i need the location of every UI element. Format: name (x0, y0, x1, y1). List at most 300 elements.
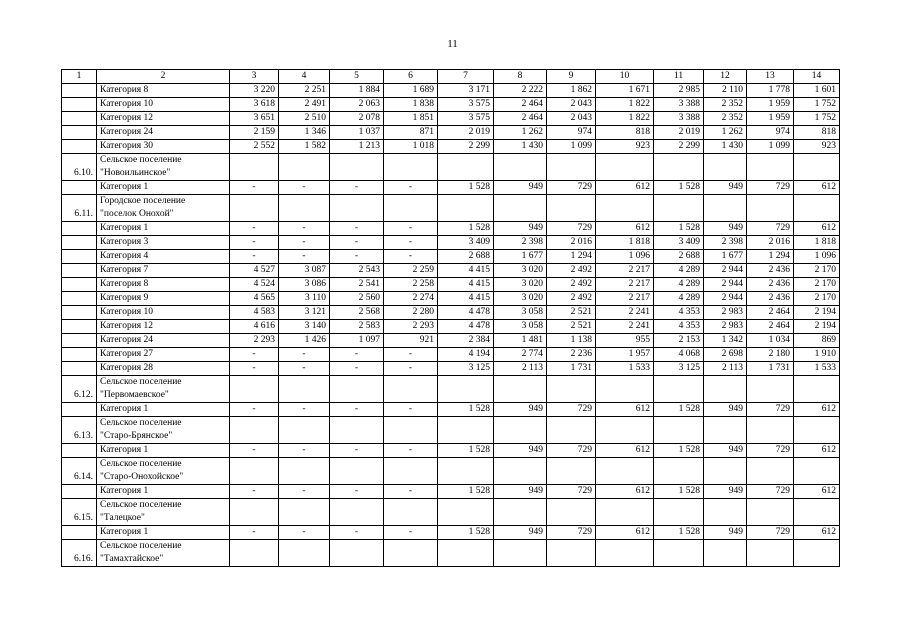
empty-cell (230, 417, 279, 444)
category-name: Категория 7 (97, 264, 230, 278)
value-cell: 2 194 (794, 320, 840, 334)
value-cell: 2 983 (704, 320, 747, 334)
value-cell: 3 058 (494, 306, 547, 320)
value-cell: 949 (704, 181, 747, 195)
value-cell: 2 464 (494, 98, 547, 112)
empty-cell (438, 499, 494, 526)
value-cell: - (279, 403, 330, 417)
value-cell: 1 677 (704, 250, 747, 264)
empty-cell (384, 195, 438, 222)
value-cell: 612 (794, 181, 840, 195)
table-row (62, 403, 840, 417)
value-cell: - (230, 181, 279, 195)
value-cell: 1 752 (794, 98, 840, 112)
value-cell: 2 492 (547, 292, 596, 306)
value-cell: 2 078 (330, 112, 384, 126)
value-cell: - (330, 444, 384, 458)
empty-cell (230, 458, 279, 485)
value-cell: 2 019 (438, 126, 494, 140)
value-cell: 2 552 (230, 140, 279, 154)
category-name: Категория 4 (97, 250, 230, 264)
value-cell: 949 (494, 526, 547, 540)
value-cell: 4 583 (230, 306, 279, 320)
empty-cell (547, 540, 596, 567)
value-cell: 1 533 (794, 362, 840, 376)
value-cell: 2 492 (547, 264, 596, 278)
value-cell: 2 016 (747, 236, 794, 250)
category-name: Категория 12 (97, 112, 230, 126)
table-row (62, 250, 840, 264)
value-cell: 1 677 (494, 250, 547, 264)
value-cell: 949 (704, 403, 747, 417)
value-cell: - (330, 250, 384, 264)
value-cell: 612 (794, 444, 840, 458)
value-cell: - (230, 362, 279, 376)
value-cell: 1 528 (654, 181, 704, 195)
category-name: Категория 30 (97, 140, 230, 154)
row-code (62, 485, 97, 499)
value-cell: 949 (494, 181, 547, 195)
value-cell: 4 194 (438, 348, 494, 362)
column-number-header: 3 (230, 70, 279, 84)
value-cell: 2 944 (704, 278, 747, 292)
empty-cell (547, 499, 596, 526)
column-number-header: 7 (438, 70, 494, 84)
value-cell: 1 096 (794, 250, 840, 264)
value-cell: 1 822 (596, 112, 654, 126)
value-cell: 2 159 (230, 126, 279, 140)
section-code: 6.16. (62, 540, 97, 567)
value-cell: - (384, 348, 438, 362)
value-cell: 3 409 (654, 236, 704, 250)
value-cell: 2 541 (330, 278, 384, 292)
value-cell: 1 528 (438, 444, 494, 458)
value-cell: 1 778 (747, 84, 794, 98)
row-code (62, 444, 97, 458)
value-cell: 2 464 (747, 320, 794, 334)
category-name: Категория 28 (97, 362, 230, 376)
page-number: 11 (447, 38, 458, 50)
value-cell: 729 (547, 485, 596, 499)
category-name: Категория 24 (97, 334, 230, 348)
empty-cell (494, 195, 547, 222)
value-cell: 612 (794, 485, 840, 499)
value-cell: 2 352 (704, 98, 747, 112)
value-cell: 2 774 (494, 348, 547, 362)
value-cell: 2 293 (384, 320, 438, 334)
value-cell: 1 671 (596, 84, 654, 98)
value-cell: 729 (547, 181, 596, 195)
settlement-title: "поселок Онохой" (100, 209, 174, 219)
empty-cell (230, 540, 279, 567)
value-cell: 2 063 (330, 98, 384, 112)
value-cell: 4 565 (230, 292, 279, 306)
value-cell: 2 698 (704, 348, 747, 362)
value-cell: 974 (747, 126, 794, 140)
table-row (62, 264, 840, 278)
table-body (62, 70, 840, 567)
value-cell: 3 087 (279, 264, 330, 278)
value-cell: 4 353 (654, 320, 704, 334)
value-cell: 2 180 (747, 348, 794, 362)
settlement-name (97, 376, 230, 403)
value-cell: - (279, 348, 330, 362)
value-cell: 1 430 (704, 140, 747, 154)
value-cell: - (384, 250, 438, 264)
value-cell: 3 058 (494, 320, 547, 334)
empty-cell (704, 540, 747, 567)
empty-cell (230, 195, 279, 222)
settlement-row (62, 499, 840, 526)
empty-cell (596, 540, 654, 567)
empty-cell (279, 540, 330, 567)
category-name: Категория 1 (97, 181, 230, 195)
value-cell: - (279, 236, 330, 250)
table-row (62, 526, 840, 540)
value-cell: 2 436 (747, 278, 794, 292)
value-cell: 1 138 (547, 334, 596, 348)
value-cell: 4 478 (438, 320, 494, 334)
value-cell: 2 258 (384, 278, 438, 292)
value-cell: 2 241 (596, 306, 654, 320)
column-number-header: 14 (794, 70, 840, 84)
settlement-type: Сельское поселение (100, 377, 182, 387)
value-cell: 729 (747, 403, 794, 417)
value-cell: 2 170 (794, 292, 840, 306)
settlement-type: Сельское поселение (100, 418, 182, 428)
empty-cell (654, 417, 704, 444)
value-cell: 1 426 (279, 334, 330, 348)
value-cell: 729 (547, 222, 596, 236)
value-cell: 818 (596, 126, 654, 140)
value-cell: 3 020 (494, 292, 547, 306)
settlement-row (62, 458, 840, 485)
value-cell: 3 125 (654, 362, 704, 376)
value-cell: 1 528 (654, 485, 704, 499)
value-cell: 1 862 (547, 84, 596, 98)
value-cell: 2 398 (494, 236, 547, 250)
value-cell: 2 043 (547, 112, 596, 126)
empty-cell (794, 540, 840, 567)
settlement-name (97, 499, 230, 526)
table-row (62, 362, 840, 376)
row-code (62, 334, 97, 348)
value-cell: 1 818 (596, 236, 654, 250)
column-number-header: 4 (279, 70, 330, 84)
value-cell: 612 (596, 222, 654, 236)
category-name: Категория 3 (97, 236, 230, 250)
settlement-name (97, 458, 230, 485)
value-cell: 949 (704, 444, 747, 458)
empty-cell (330, 154, 384, 181)
table-row (62, 292, 840, 306)
value-cell: - (330, 485, 384, 499)
value-cell: 1 528 (654, 403, 704, 417)
value-cell: - (384, 222, 438, 236)
value-cell: 2 217 (596, 292, 654, 306)
empty-cell (704, 154, 747, 181)
value-cell: - (230, 222, 279, 236)
table-row (62, 84, 840, 98)
value-cell: 1 034 (747, 334, 794, 348)
value-cell: 949 (494, 444, 547, 458)
empty-cell (384, 154, 438, 181)
category-name: Категория 9 (97, 292, 230, 306)
settlement-title: "Новоильинское" (100, 168, 171, 178)
table-row (62, 278, 840, 292)
row-code (62, 320, 97, 334)
value-cell: 3 618 (230, 98, 279, 112)
value-cell: 2 194 (794, 306, 840, 320)
value-cell: 3 020 (494, 278, 547, 292)
value-cell: 2 043 (547, 98, 596, 112)
column-number-header: 6 (384, 70, 438, 84)
settlement-name (97, 195, 230, 222)
column-number-header: 5 (330, 70, 384, 84)
category-name: Категория 27 (97, 348, 230, 362)
table-row (62, 112, 840, 126)
value-cell: 1 037 (330, 126, 384, 140)
value-cell: 923 (794, 140, 840, 154)
empty-cell (596, 376, 654, 403)
value-cell: 612 (596, 526, 654, 540)
value-cell: 612 (596, 485, 654, 499)
value-cell: 3 171 (438, 84, 494, 98)
value-cell: 2 170 (794, 264, 840, 278)
category-name: Категория 1 (97, 444, 230, 458)
value-cell: 1 346 (279, 126, 330, 140)
empty-cell (230, 376, 279, 403)
empty-cell (747, 195, 794, 222)
value-cell: 2 985 (654, 84, 704, 98)
empty-cell (330, 376, 384, 403)
row-code (62, 526, 97, 540)
table-row (62, 306, 840, 320)
row-code (62, 222, 97, 236)
settlement-type: Городское поселение (100, 196, 186, 206)
value-cell: 2 217 (596, 264, 654, 278)
value-cell: 2 274 (384, 292, 438, 306)
value-cell: 2 688 (654, 250, 704, 264)
value-cell: 1 910 (794, 348, 840, 362)
empty-cell (547, 195, 596, 222)
empty-cell (547, 417, 596, 444)
value-cell: 1 481 (494, 334, 547, 348)
category-name: Категория 10 (97, 98, 230, 112)
empty-cell (547, 376, 596, 403)
value-cell: 729 (747, 181, 794, 195)
value-cell: 949 (494, 222, 547, 236)
value-cell: 729 (547, 403, 596, 417)
empty-cell (704, 376, 747, 403)
section-code: 6.10. (62, 154, 97, 181)
value-cell: 4 289 (654, 264, 704, 278)
value-cell: 612 (596, 181, 654, 195)
row-code (62, 306, 97, 320)
table-row (62, 236, 840, 250)
value-cell: 2 521 (547, 320, 596, 334)
row-code (62, 278, 97, 292)
value-cell: 1 262 (494, 126, 547, 140)
value-cell: 2 944 (704, 264, 747, 278)
value-cell: 1 959 (747, 112, 794, 126)
value-cell: 1 213 (330, 140, 384, 154)
empty-cell (747, 376, 794, 403)
settlement-row (62, 540, 840, 567)
value-cell: 2 491 (279, 98, 330, 112)
value-cell: 1 294 (747, 250, 794, 264)
settlement-title: "Старо-Брянское" (100, 431, 173, 441)
value-cell: 1 099 (747, 140, 794, 154)
value-cell: 1 528 (654, 444, 704, 458)
value-cell: 1 528 (438, 222, 494, 236)
value-cell: - (330, 526, 384, 540)
value-cell: - (230, 444, 279, 458)
value-cell: 2 153 (654, 334, 704, 348)
settlement-row (62, 195, 840, 222)
value-cell: 2 299 (438, 140, 494, 154)
empty-cell (596, 458, 654, 485)
category-name: Категория 1 (97, 222, 230, 236)
settlement-row (62, 376, 840, 403)
empty-cell (438, 154, 494, 181)
value-cell: 2 543 (330, 264, 384, 278)
value-cell: 1 959 (747, 98, 794, 112)
empty-cell (704, 417, 747, 444)
value-cell: - (279, 485, 330, 499)
value-cell: - (279, 250, 330, 264)
table-row (62, 348, 840, 362)
empty-cell (704, 195, 747, 222)
settlement-type: Сельское поселение (100, 500, 182, 510)
empty-cell (279, 376, 330, 403)
value-cell: - (230, 236, 279, 250)
table-row (62, 181, 840, 195)
value-cell: - (384, 403, 438, 417)
empty-cell (654, 154, 704, 181)
value-cell: 729 (547, 444, 596, 458)
empty-cell (704, 458, 747, 485)
section-code: 6.14. (62, 458, 97, 485)
value-cell: 949 (494, 485, 547, 499)
empty-cell (596, 154, 654, 181)
value-cell: 1 528 (438, 181, 494, 195)
value-cell: - (330, 362, 384, 376)
value-cell: 923 (596, 140, 654, 154)
value-cell: 729 (747, 526, 794, 540)
settlement-title: "Тамахтайское" (100, 554, 164, 564)
value-cell: 4 289 (654, 278, 704, 292)
value-cell: - (230, 403, 279, 417)
value-cell: 3 651 (230, 112, 279, 126)
value-cell: 1 018 (384, 140, 438, 154)
empty-cell (654, 458, 704, 485)
settlement-name (97, 417, 230, 444)
value-cell: 818 (794, 126, 840, 140)
value-cell: 2 217 (596, 278, 654, 292)
value-cell: 2 568 (330, 306, 384, 320)
empty-cell (596, 195, 654, 222)
table-row (62, 334, 840, 348)
column-number-header: 10 (596, 70, 654, 84)
value-cell: 4 524 (230, 278, 279, 292)
value-cell: 2 222 (494, 84, 547, 98)
row-code (62, 264, 97, 278)
value-cell: 1 528 (654, 526, 704, 540)
empty-cell (704, 499, 747, 526)
value-cell: 4 289 (654, 292, 704, 306)
value-cell: 3 110 (279, 292, 330, 306)
value-cell: 3 140 (279, 320, 330, 334)
row-code (62, 140, 97, 154)
value-cell: 1 097 (330, 334, 384, 348)
table-row (62, 485, 840, 499)
value-cell: 729 (747, 485, 794, 499)
empty-cell (494, 376, 547, 403)
value-cell: 2 384 (438, 334, 494, 348)
empty-cell (384, 458, 438, 485)
value-cell: - (279, 444, 330, 458)
value-cell: 2 113 (494, 362, 547, 376)
empty-cell (794, 195, 840, 222)
empty-cell (494, 417, 547, 444)
value-cell: - (230, 485, 279, 499)
column-number-header: 13 (747, 70, 794, 84)
value-cell: 1 294 (547, 250, 596, 264)
value-cell: 2 688 (438, 250, 494, 264)
column-number-header: 2 (97, 70, 230, 84)
empty-cell (330, 458, 384, 485)
empty-cell (747, 417, 794, 444)
value-cell: 2 983 (704, 306, 747, 320)
empty-cell (384, 376, 438, 403)
row-code (62, 348, 97, 362)
row-code (62, 362, 97, 376)
row-code (62, 292, 97, 306)
value-cell: 1 528 (438, 403, 494, 417)
section-code: 6.12. (62, 376, 97, 403)
value-cell: - (384, 181, 438, 195)
value-cell: 1 838 (384, 98, 438, 112)
value-cell: 3 409 (438, 236, 494, 250)
value-cell: - (330, 181, 384, 195)
value-cell: - (279, 222, 330, 236)
value-cell: 1 528 (438, 526, 494, 540)
value-cell: 612 (596, 444, 654, 458)
value-cell: 869 (794, 334, 840, 348)
empty-cell (747, 458, 794, 485)
settlement-type: Сельское поселение (100, 541, 182, 551)
empty-cell (747, 499, 794, 526)
tariff-table (61, 69, 840, 567)
value-cell: 3 388 (654, 98, 704, 112)
value-cell: 949 (704, 526, 747, 540)
value-cell: 1 731 (547, 362, 596, 376)
header-row (62, 70, 840, 84)
value-cell: 612 (596, 403, 654, 417)
column-number-header: 11 (654, 70, 704, 84)
empty-cell (330, 540, 384, 567)
table-row (62, 444, 840, 458)
table-row (62, 222, 840, 236)
value-cell: - (330, 222, 384, 236)
table-row (62, 320, 840, 334)
empty-cell (654, 195, 704, 222)
empty-cell (494, 154, 547, 181)
value-cell: 1 528 (438, 485, 494, 499)
value-cell: - (330, 236, 384, 250)
table-row (62, 126, 840, 140)
